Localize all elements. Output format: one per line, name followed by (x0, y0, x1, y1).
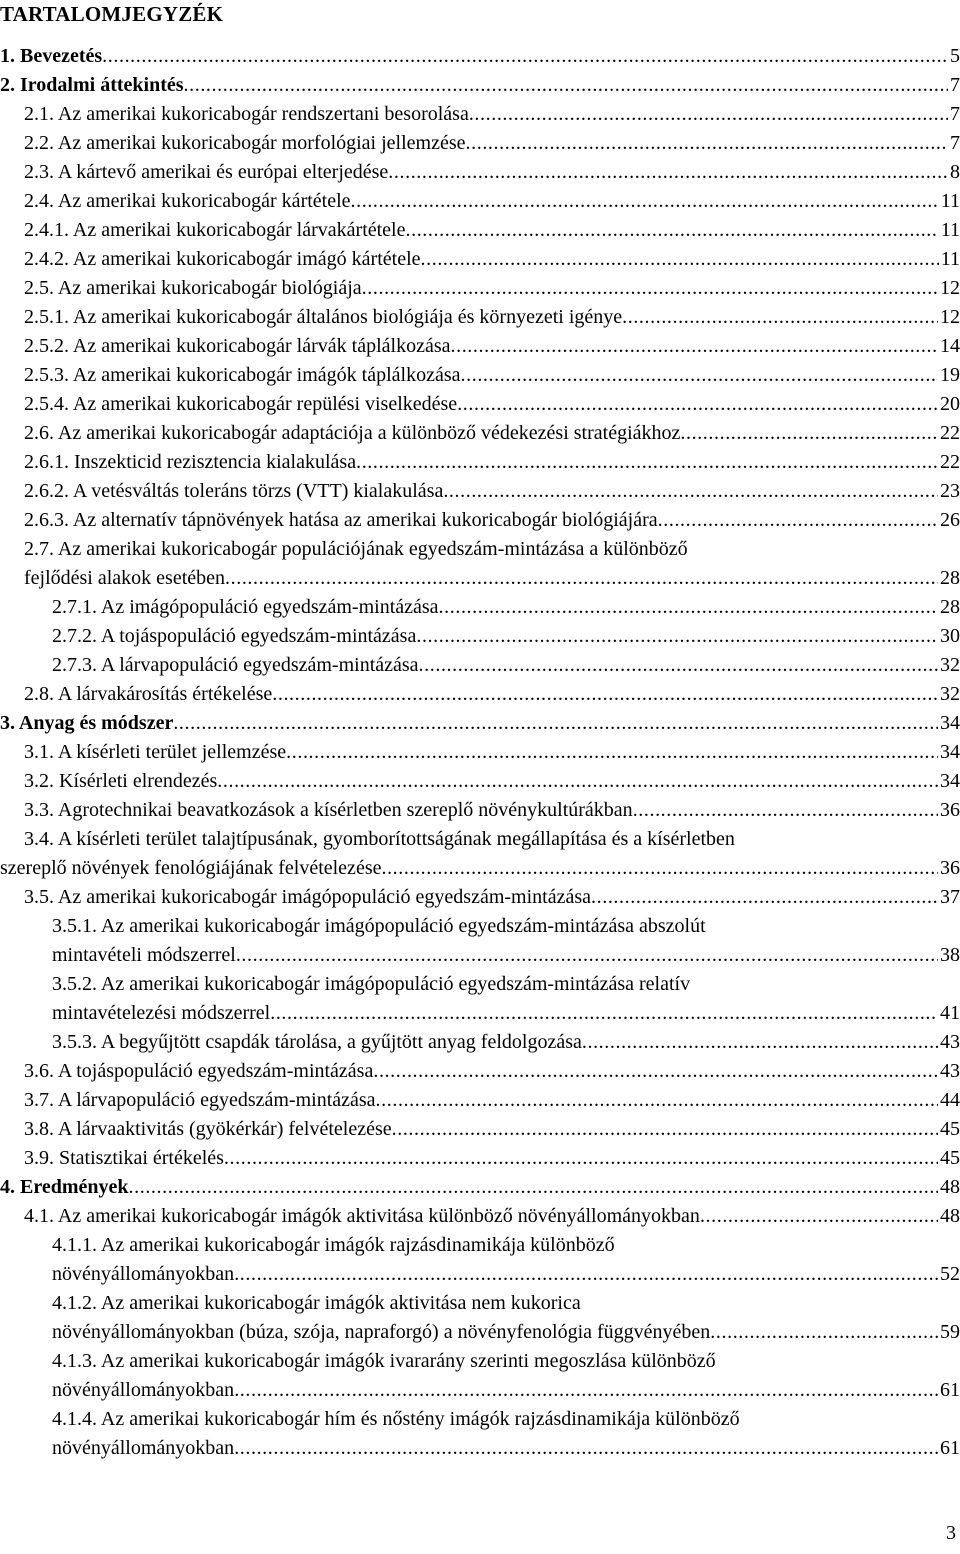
toc-entry[interactable] (0, 622, 960, 651)
toc-entry-page: 28 (940, 567, 960, 589)
toc-entry-page: 48 (940, 1205, 960, 1227)
toc-entry[interactable] (0, 100, 960, 129)
toc-entry-label: 3.9. Statisztikai értékelés (24, 1147, 224, 1169)
toc-entry[interactable] (0, 970, 960, 1028)
dot-leader (217, 767, 938, 796)
dot-leader (102, 42, 948, 71)
toc-entry-label: fejlődési alakok esetében (24, 567, 226, 589)
toc-entry-page: 36 (940, 799, 960, 821)
toc-entry-label: növényállományokban (52, 1263, 235, 1285)
toc-entry-page: 43 (940, 1031, 960, 1053)
toc-entry-label: mintavételi módszerrel (52, 944, 236, 966)
toc-entry[interactable] (0, 390, 960, 419)
toc-entry-label: 2.1. Az amerikai kukoricabogár rendszertani besorolása (24, 103, 469, 125)
toc-entry[interactable] (0, 825, 960, 883)
toc-entry-label: 3.2. Kísérleti elrendezés (24, 770, 218, 792)
dot-leader (270, 999, 938, 1028)
dot-leader (419, 651, 938, 680)
dot-leader (392, 1115, 938, 1144)
toc-entry-label: növényállományokban (52, 1379, 235, 1401)
toc-entry[interactable] (0, 1405, 960, 1463)
toc-entry-label: 2.2. Az amerikai kukoricabogár morfológiai jellemzése (24, 132, 466, 154)
dot-leader (451, 332, 939, 361)
toc-entry-page: 22 (940, 422, 960, 444)
toc-entry-page: 30 (940, 625, 960, 647)
toc-entry[interactable] (0, 477, 960, 506)
toc-entry-page: 48 (940, 1176, 960, 1198)
toc-entry[interactable] (0, 796, 960, 825)
toc-entry-label: 2.3. A kártevő amerikai és európai elterjedése (24, 161, 389, 183)
toc-entry-label: 2.5.2. Az amerikai kukoricabogár lárvák táplálkozása (24, 335, 451, 357)
toc-entry-page: 7 (950, 74, 960, 96)
toc-entry-page: 22 (940, 451, 960, 473)
toc-entry-label: 3.1. A kísérleti terület jellemzése (24, 741, 287, 763)
toc-entry-page: 44 (940, 1089, 960, 1111)
toc-entry-label: 2.4.1. Az amerikai kukoricabogár lárvakártétele (24, 219, 406, 241)
toc-entry-label: 2.5.4. Az amerikai kukoricabogár repülési viselkedése (24, 393, 458, 415)
dot-leader (381, 854, 938, 883)
dot-leader (184, 71, 948, 100)
toc-entry-page: 45 (940, 1147, 960, 1169)
toc-entry[interactable] (0, 1289, 960, 1347)
dot-leader (469, 100, 948, 129)
toc-entry-page: 7 (950, 132, 960, 154)
toc-entry-label-line: 3.5.2. Az amerikai kukoricabogár imágópopuláció egyedszám-mintázása relatív (52, 973, 691, 995)
toc-entry[interactable] (0, 274, 960, 303)
dot-leader (461, 361, 938, 390)
toc-entry-label: 4. Eredmények (0, 1176, 129, 1198)
dot-leader (591, 883, 938, 912)
toc-entry-label: 3.7. A lárvapopuláció egyedszám-mintázása (24, 1089, 376, 1111)
dot-leader (173, 709, 938, 738)
dot-leader (224, 1144, 938, 1173)
toc-entry-label: 3.5. Az amerikai kukoricabogár imágópopuláció egyedszám-mintázása (24, 886, 592, 908)
toc-entry[interactable] (0, 593, 960, 622)
toc-entry[interactable] (0, 1028, 960, 1057)
dot-leader (658, 506, 938, 535)
toc-entry-page: 8 (950, 161, 960, 183)
toc-entry-page: 11 (940, 248, 960, 270)
toc-entry-page: 59 (940, 1321, 960, 1343)
dot-leader (362, 274, 938, 303)
toc-entry-label: 2.5.3. Az amerikai kukoricabogár imágók táplálkozása (24, 364, 461, 386)
toc-entry-page: 12 (940, 277, 960, 299)
dot-leader (622, 303, 938, 332)
toc-entry-page: 45 (940, 1118, 960, 1140)
toc-entry-page: 32 (940, 654, 960, 676)
dot-leader (373, 1057, 938, 1086)
toc-entry-label: 3. Anyag és módszer (0, 712, 174, 734)
toc-entry-page: 26 (940, 509, 960, 531)
toc-entry-label: 2. Irodalmi áttekintés (0, 74, 184, 96)
toc-entry[interactable] (0, 158, 960, 187)
toc-entry-page: 32 (940, 683, 960, 705)
toc-entry-label: 4.1. Az amerikai kukoricabogár imágók aktivitása különböző növényállományokban (24, 1205, 700, 1227)
dot-leader (236, 941, 938, 970)
toc-entry-page: 20 (940, 393, 960, 415)
toc-entry-label: 2.5. Az amerikai kukoricabogár biológiája (24, 277, 362, 299)
page-number: 3 (946, 1522, 956, 1544)
toc-entry-label: 3.5.3. A begyűjtött csapdák tárolása, a gyűjtött anyag feldolgozása (52, 1031, 582, 1053)
toc-entry[interactable] (0, 361, 960, 390)
toc-entry-label: szereplő növények fenológiájának felvételezése (0, 857, 382, 879)
dot-leader (633, 796, 938, 825)
toc-entry-page: 34 (940, 770, 960, 792)
toc-entry-label-line: 4.1.4. Az amerikai kukoricabogár hím és nőstény imágók rajzásdinamikája különböző (52, 1408, 740, 1430)
toc-entry-label: 2.6.3. Az alternatív tápnövények hatása az amerikai kukoricabogár biológiájára (24, 509, 658, 531)
toc-entry-label: 2.5.1. Az amerikai kukoricabogár általános biológiája és környezeti igénye (24, 306, 623, 328)
toc-entry[interactable] (0, 680, 960, 709)
toc-entry-page: 61 (940, 1437, 960, 1459)
dot-leader (582, 1028, 938, 1057)
toc-entry-page: 11 (940, 219, 960, 241)
dot-leader (234, 1376, 938, 1405)
dot-leader (710, 1318, 938, 1347)
toc-entry[interactable] (0, 303, 960, 332)
dot-leader (406, 216, 939, 245)
dot-leader (234, 1434, 938, 1463)
toc-entry-label: 2.4.2. Az amerikai kukoricabogár imágó kártétele (24, 248, 421, 270)
toc-entry-page: 5 (950, 45, 960, 67)
toc-entry-label: 3.8. A lárvaaktivitás (gyökérkár) felvételezése (24, 1118, 392, 1140)
toc-entry[interactable] (0, 883, 960, 912)
toc-entry-label: 2.7.3. A lárvapopuláció egyedszám-mintázása (52, 654, 419, 676)
toc-entry-label-line: 4.1.3. Az amerikai kukoricabogár imágók ivararány szerinti megoszlása különböző (52, 1350, 716, 1372)
toc-entry[interactable] (0, 1086, 960, 1115)
toc-entry[interactable] (0, 245, 960, 274)
dot-leader (421, 245, 939, 274)
toc-entry-page: 7 (950, 103, 960, 125)
toc-entry-label: növényállományokban (búza, szója, napraforgó) a növényfenológia függvényében (52, 1321, 711, 1343)
toc-entry-page: 11 (940, 190, 960, 212)
toc-entry-label: 3.3. Agrotechnikai beavatkozások a kísérletben szereplő növénykultúrákban (24, 799, 633, 821)
dot-leader (286, 738, 938, 767)
toc-entry-page: 43 (940, 1060, 960, 1082)
toc-entry[interactable] (0, 767, 960, 796)
dot-leader (416, 622, 938, 651)
dot-leader (700, 1202, 938, 1231)
toc-entry[interactable] (0, 129, 960, 158)
dot-leader (457, 390, 938, 419)
toc-entry-page: 52 (940, 1263, 960, 1285)
dot-leader (225, 564, 938, 593)
toc-entry-page: 34 (940, 741, 960, 763)
toc-entry-page: 23 (940, 480, 960, 502)
toc-entry[interactable] (0, 709, 960, 738)
toc-entry[interactable] (0, 71, 960, 100)
toc-entry[interactable] (0, 187, 960, 216)
dot-leader (234, 1260, 938, 1289)
toc-entry-label-line: 3.4. A kísérleti terület talajtípusának, gyomborítottságának megállapítása és a kísérletben (24, 828, 735, 850)
dot-leader (680, 419, 938, 448)
toc-entry-label: 1. Bevezetés (0, 45, 103, 67)
dot-leader (439, 593, 938, 622)
dot-leader (466, 129, 948, 158)
toc-entry[interactable] (0, 1144, 960, 1173)
toc-entry-page: 41 (940, 1002, 960, 1024)
toc-entry[interactable] (0, 912, 960, 970)
toc-entry-label-line: 2.7. Az amerikai kukoricabogár populációjának egyedszám-mintázása a különböző (24, 538, 688, 560)
toc-entry-page: 37 (940, 886, 960, 908)
toc-entry-page: 34 (940, 712, 960, 734)
toc-entry[interactable] (0, 448, 960, 477)
toc-entry[interactable] (0, 535, 960, 593)
dot-leader (351, 187, 939, 216)
toc-entry-page: 36 (940, 857, 960, 879)
toc-entry[interactable] (0, 419, 960, 448)
toc-entry-label: 2.6. Az amerikai kukoricabogár adaptációja a különböző védekezési stratégiákhoz (24, 422, 681, 444)
toc-entry[interactable] (0, 506, 960, 535)
toc-entry-page: 28 (940, 596, 960, 618)
toc-entry-label: növényállományokban (52, 1437, 235, 1459)
toc-entry-label-line: 4.1.2. Az amerikai kukoricabogár imágók aktivitása nem kukorica (52, 1292, 581, 1314)
toc-entry-label-line: 3.5.1. Az amerikai kukoricabogár imágópopuláció egyedszám-mintázása abszolút (52, 915, 706, 937)
toc-entry-page: 38 (940, 944, 960, 966)
toc-entry-label-line: 4.1.1. Az amerikai kukoricabogár imágók rajzásdinamikája különböző (52, 1234, 615, 1256)
toc-entry[interactable] (0, 1057, 960, 1086)
toc-entry-label: 3.6. A tojáspopuláció egyedszám-mintázása (24, 1060, 374, 1082)
toc-entry[interactable] (0, 1347, 960, 1405)
dot-leader (443, 477, 938, 506)
toc-title: TARTALOMJEGYZÉK (0, 2, 224, 26)
dot-leader (129, 1173, 938, 1202)
dot-leader (356, 448, 938, 477)
toc-entry[interactable] (0, 1115, 960, 1144)
toc-entry-page: 61 (940, 1379, 960, 1401)
toc-entry[interactable] (0, 1202, 960, 1231)
toc-entry-page: 14 (940, 335, 960, 357)
dot-leader (388, 158, 948, 187)
toc-entry[interactable] (0, 651, 960, 680)
toc-entry-label: 2.4. Az amerikai kukoricabogár kártétele (24, 190, 351, 212)
toc-entry[interactable] (0, 1173, 960, 1202)
toc-entry[interactable] (0, 42, 960, 71)
dot-leader (376, 1086, 938, 1115)
toc-entry-page: 19 (940, 364, 960, 386)
toc-entry[interactable] (0, 216, 960, 245)
dot-leader (272, 680, 938, 709)
toc-entry-label: 2.7.1. Az imágópopuláció egyedszám-mintázása (52, 596, 439, 618)
toc-entry[interactable] (0, 738, 960, 767)
toc-entry-label: 2.6.1. Inszekticid rezisztencia kialakulása (24, 451, 357, 473)
toc-entry-label: 2.7.2. A tojáspopuláció egyedszám-mintázása (52, 625, 417, 647)
toc-entry-label: mintavételezési módszerrel (52, 1002, 271, 1024)
toc-list (0, 42, 960, 1463)
toc-entry-page: 12 (940, 306, 960, 328)
toc-entry[interactable] (0, 332, 960, 361)
toc-entry-label: 2.6.2. A vetésváltás toleráns törzs (VTT) kialakulása (24, 480, 444, 502)
toc-entry-label: 2.8. A lárvakárosítás értékelése (24, 683, 273, 705)
toc-entry[interactable] (0, 1231, 960, 1289)
